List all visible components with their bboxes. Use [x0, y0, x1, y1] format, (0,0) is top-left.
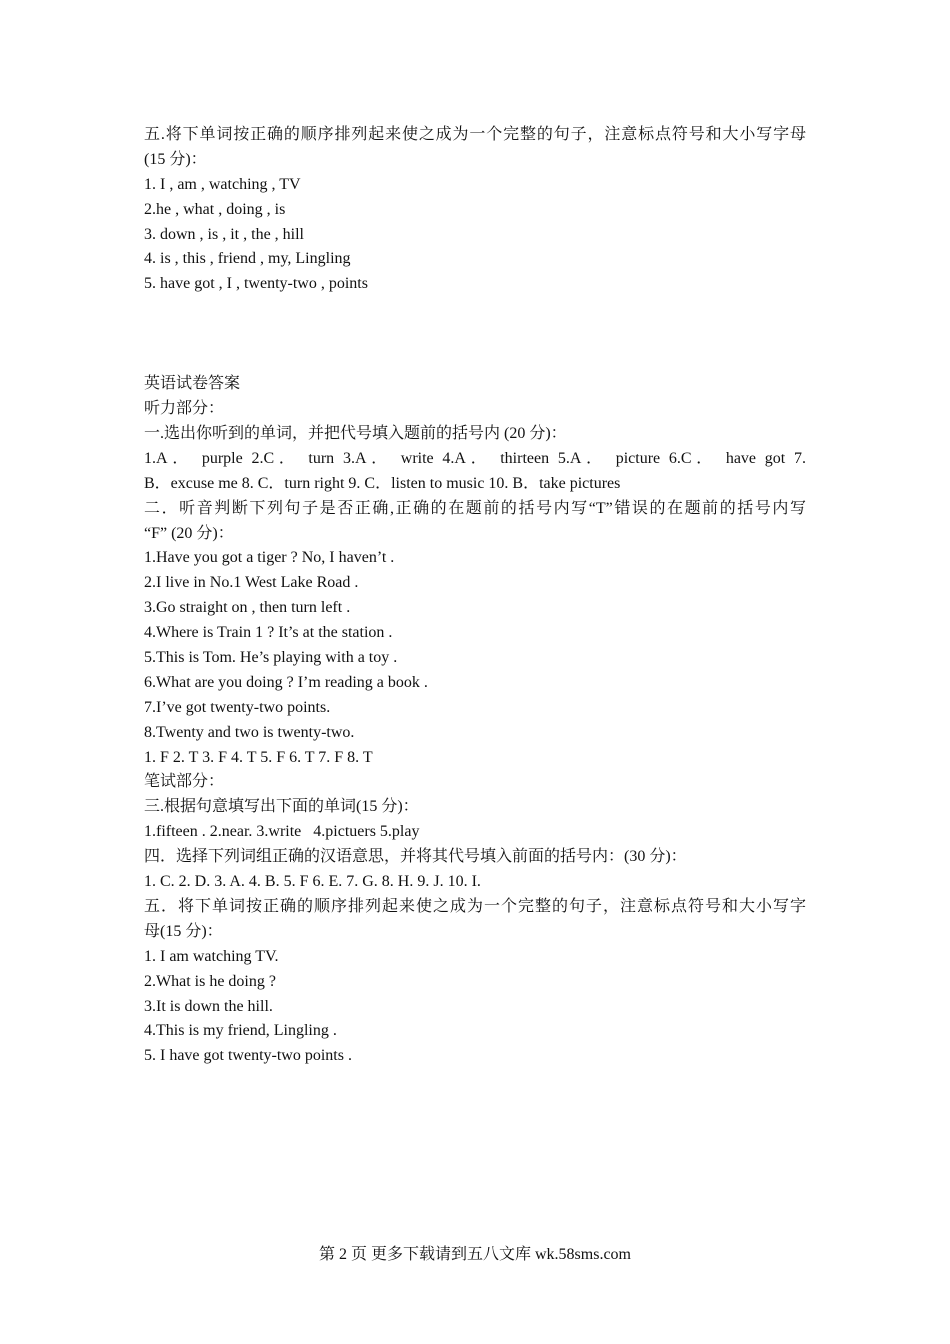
part5-item: 3.It is down the hill. — [144, 997, 273, 1015]
part2-item: 2.I live in No.1 West Lake Road . — [144, 574, 359, 592]
question-item: 5. have got , I , twenty-two , points — [144, 275, 368, 293]
part2-heading: 二．听音判断下列句子是否正确,正确的在题前的括号内写“T”错误的在题前的括号内写 — [144, 499, 806, 517]
written-label: 笔试部分： — [144, 773, 225, 791]
part2-answer-key: 1. F 2. T 3. F 4. T 5. F 6. T 7. F 8. T — [144, 748, 373, 766]
part5-item: 5. I have got twenty-two points . — [144, 1047, 352, 1065]
part1-answers-line1: 1.A． purple 2.C． turn 3.A． write 4.A． thirteen 5.A． picture 6.C． have got 7. — [144, 449, 806, 467]
part1-answers-line2: B．excuse me 8. C．turn right 9. C．listen to music 10. B．take pictures — [144, 474, 621, 492]
spacer — [144, 297, 806, 372]
part2-item: 8.Twenty and two is twenty-two. — [144, 723, 355, 741]
part5-heading: 五．将下单词按正确的顺序排列起来使之成为一个完整的句子，注意标点符号和大小写字 — [144, 897, 806, 915]
question-item: 1. I , am , watching , TV — [144, 175, 301, 193]
part4-answer-key: 1. C. 2. D. 3. A. 4. B. 5. F 6. E. 7. G. 8. H. 9. J. 10. I. — [144, 873, 481, 891]
part3-heading: 三.根据句意填写出下面的单词(15 分)： — [144, 798, 419, 816]
part3-answer-key: 1.fifteen . 2.near. 3.write 4.pictuers 5.play — [144, 823, 420, 841]
question-item: 4. is , this , friend , my, Lingling — [144, 250, 351, 268]
section5-heading: 五.将下单词按正确的顺序排列起来使之成为一个完整的句子，注意标点符号和大小写字母 — [144, 126, 806, 143]
question-item: 3. down , is , it , the , hill — [144, 225, 304, 243]
part2-item: 1.Have you got a tiger ? No, I haven’t . — [144, 549, 395, 567]
part2-item: 3.Go straight on , then turn left . — [144, 599, 351, 617]
part1-heading: 一.选出你听到的单词，并把代号填入题前的括号内 (20 分)： — [144, 425, 567, 443]
listening-label: 听力部分： — [144, 400, 225, 418]
part2-item: 7.I’ve got twenty-two points. — [144, 698, 331, 716]
part2-item: 4.Where is Train 1 ? It’s at the station . — [144, 624, 393, 642]
page-content — [144, 123, 806, 1069]
part5-item: 2.What is he doing ? — [144, 972, 276, 990]
part2-heading-cont: “F” (20 分)： — [144, 524, 234, 542]
question-item: 2.he , what , doing , is — [144, 200, 286, 218]
part2-item: 6.What are you doing ? I’m reading a book . — [144, 673, 428, 691]
part5-item: 1. I am watching TV. — [144, 947, 279, 965]
answers-title: 英语试卷答案 — [144, 375, 241, 393]
part4-heading: 四．选择下列词组正确的汉语意思，并将其代号填入前面的括号内：(30 分)： — [144, 848, 687, 866]
part5-item: 4.This is my friend, Lingling . — [144, 1022, 337, 1040]
part2-item: 5.This is Tom. He’s playing with a toy . — [144, 649, 398, 667]
page-footer: 第 2 页 更多下载请到五八文库 wk.58sms.com — [318, 1246, 631, 1263]
part5-heading-cont: 母(15 分)： — [144, 922, 223, 940]
section5-heading-cont: (15 分)： — [144, 150, 207, 168]
